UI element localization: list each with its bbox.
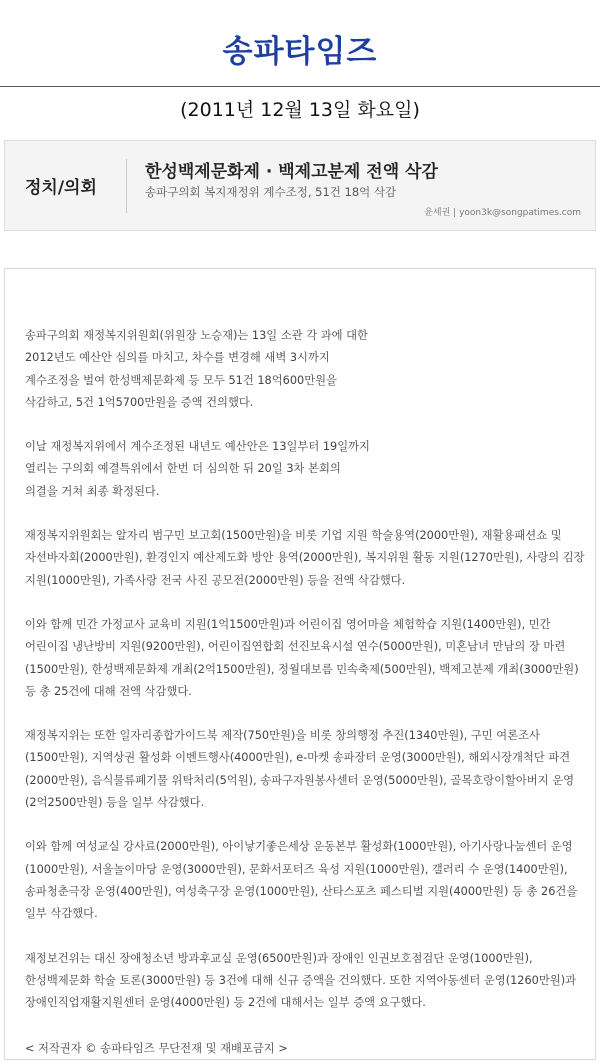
copyright-notice: < 저작권자 © 송파타임즈 무단전재 및 재배포금지 > [25, 1042, 288, 1056]
paragraph-3: 재정복지위원회는 알자리 범구민 보고회(1500만원)을 비롯 기업 지원 학술용역(2000만원), 재활용패션쇼 및 자선바자회(2000만원), 환경인지 예산제도화 방안 용역(2000만원), 복지위원 활동 지원(1270만원), 사랑의 김장 지원(1000만원), 가족사랑 전국 사진 공모전(2000만원) 등을 전액 삭감했다. [25, 529, 585, 587]
paragraph-7: 재정보건위는 대신 장애청소년 방과후교실 운영(6500만원)과 장애인 인권보호점검단 운영(1000만원), 한성백제문화 학술 토론(3000만원) 등 3건에 대해 신규 증액을 건의했다. 또한 지역아동센터 운영(1260만원)과 장애인직업재활지원센터 운영(4000만원) 등 2건에 대해서는 일부 증액 요구했다. [25, 951, 577, 1010]
article-subheadline: 송파구의회 복지재정위 계수조정, 51건 18억 삭감 [145, 185, 397, 199]
header-divider [126, 159, 127, 213]
article-header [4, 140, 596, 231]
publication-date: (2011년 12월 13일 화요일) [180, 99, 420, 121]
paragraph-2: 이날 재정복지위에서 계수조정된 내년도 예산안은 13일부터 19일까지 열리는 구의회 예결특위에서 한번 더 심의한 뒤 20일 3차 본회의 의결을 거쳐 최종 확정된다. [25, 440, 370, 498]
article-byline: 윤세권 | yoon3k@songpatimes.com [424, 208, 581, 218]
site-logo[interactable]: 송파타임즈 [222, 34, 378, 70]
article-body [4, 268, 596, 1060]
paragraph-5: 재정복지위는 또한 일자리종합가이드북 제작(750만원)을 비롯 창의행정 추진(1340만원), 구민 여론조사(1500만원), 지역상권 활성화 이벤트행사(4000만원), e-마켓 송파장터 운영(3000만원), 해외시장개척단 파견(2000만원), 음식물류폐기물 위탁처리(5억원), 송파구자원봉사센터 운영(5000만원), 골목호랑이할아버지 운영(2억2500만원) 등을 일부 삭감했다. [25, 729, 575, 810]
paragraph-6: 이와 함께 여성교실 강사료(2000만원), 아이낳기좋은세상 운동본부 활성화(1000만원), 아기사랑나눔센터 운영(1000만원), 서울놀이마당 운영(3000만원), 문화서포터즈 육성 지원(1000만원), 갤러리 수 운영(1400만원), 송파청춘극장 운영(400만원), 여성축구장 운영(1000만원), 산타스포츠 페스티벌 지원(4000만원) 등 총 26건을 일부 삭감했다. [25, 840, 578, 921]
paragraph-4: 이와 함께 민간 가정교사 교육비 지원(1억1500만원)과 어린이집 영어마을 체험학습 지원(1400만원), 민간 어린이집 냉난방비 지원(9200만원), 어린이집연합회 선진보육시설 연수(5000만원), 미혼남녀 만남의 장 마련(1500만원), 한성백제문화제 개최(2억1500만원), 정월대보름 민속축제(500만원), 백제고분제 개최(3000만원) 등 총 25건에 대해 전액 삭감했다. [25, 617, 579, 698]
masthead [0, 0, 600, 87]
paragraph-1: 송파구의회 재정복지위원회(위원장 노승재)는 13일 소관 각 과에 대한 2012년도 예산안 심의를 마치고, 차수를 변경해 새벽 3시까지 계수조정을 벌여 한성백제문화제 등 모두 51건 18억600만원을 삭감하고, 5건 1억5700만원을 증액 건의했다. [25, 329, 368, 409]
article-headline: 한성백제문화제 · 백제고분제 전액 삭감 [145, 162, 438, 182]
article-text [25, 325, 585, 1056]
section-label[interactable]: 정치/의회 [25, 178, 97, 198]
